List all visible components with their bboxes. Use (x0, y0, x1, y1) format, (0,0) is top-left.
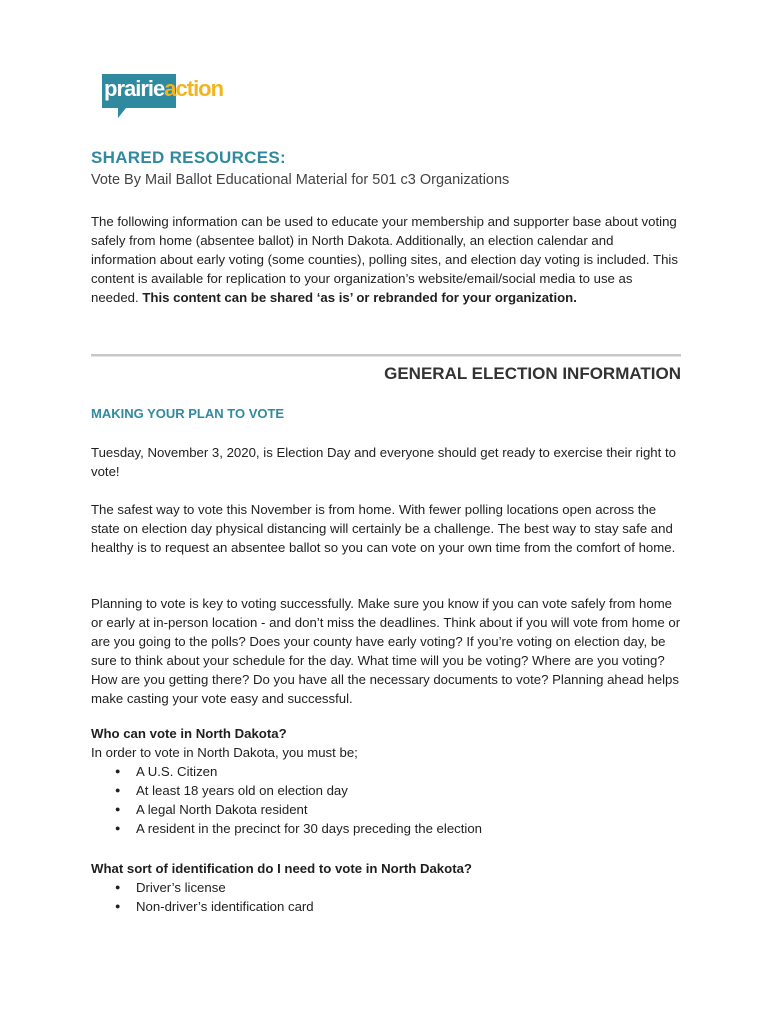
section-title: GENERAL ELECTION INFORMATION (384, 364, 681, 383)
question-heading: What sort of identification do I need to vote in North Dakota? (91, 861, 472, 876)
section-subheading: MAKING YOUR PLAN TO VOTE (91, 406, 285, 421)
list-item: ● A resident in the precinct for 30 days preceding the election (136, 819, 681, 838)
body-paragraph: The safest way to vote this November is from home. With fewer polling locations open across the state on election day physical distancing will certainly be a challenge. The best way to stay safe and healthy is to request an absentee ballot so you can vote on your own time from the comfort of home. (91, 502, 676, 555)
eligibility-list (91, 762, 681, 838)
list-item: ● Non-driver’s identification card (136, 897, 681, 916)
page-subtitle: Vote By Mail Ballot Educational Material for 501 c3 Organizations (91, 172, 510, 188)
body-paragraph: Planning to vote is key to voting successfully. Make sure you know if you can vote safely from home or early at in-person location - and don’t miss the deadlines. Think about if you will vote from home or are you going to the polls? Does your county have early voting? If you’re voting on election day, be sure to think about your schedule for the day. What time will you be voting? Where are you voting? How are you getting there? Do you have all the necessary documents to vote? Planning ahead helps make casting your vote easy and successful. (91, 596, 681, 706)
list-item: ● At least 18 years old on election day (136, 781, 681, 800)
question-lead: In order to vote in North Dakota, you must be; (91, 745, 358, 760)
question-heading: Who can vote in North Dakota? (91, 726, 287, 741)
identification-list (91, 878, 681, 916)
logo-text-prairie: prairie (104, 76, 165, 101)
page-title: SHARED RESOURCES: (91, 148, 286, 167)
identification-section (91, 859, 681, 916)
intro-bold-text: This content can be shared ‘as is’ or rebranded for your organization. (142, 290, 577, 305)
list-item: ● Driver’s license (136, 878, 681, 897)
intro-paragraph (91, 212, 681, 307)
section-divider (91, 354, 681, 356)
list-item: ● A U.S. Citizen (136, 762, 681, 781)
list-item: ● A legal North Dakota resident (136, 800, 681, 819)
body-paragraph: Tuesday, November 3, 2020, is Election Day and everyone should get ready to exercise their right to vote! (91, 445, 676, 479)
logo-text-action: action (164, 76, 224, 101)
prairie-action-logo (100, 70, 222, 120)
intro-text: The following information can be used to educate your membership and supporter base about voting safely from home (absentee ballot) in North Dakota. Additionally, an election calendar and information about early voting (some counties), polling sites, and election day voting is included. This content is available for replication to your organization’s website/email/social media to use as needed. (91, 214, 678, 305)
who-can-vote-section (91, 724, 681, 838)
